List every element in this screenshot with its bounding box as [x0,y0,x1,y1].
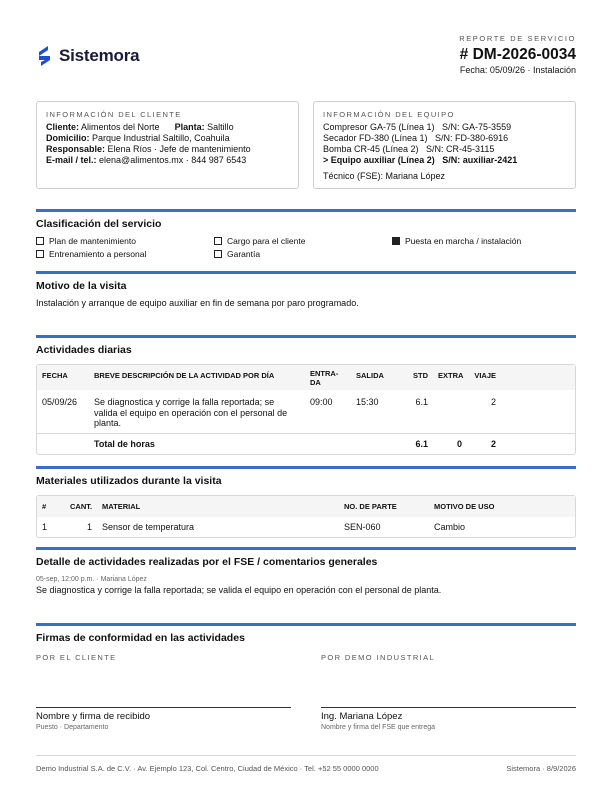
col-quantity: CANT. [70,502,93,511]
option-startup-installation[interactable] [392,236,521,246]
total-label: Total de horas [94,438,155,449]
report-date: Fecha: 05/09/26 · Instalación [459,65,576,75]
option-label: Plan de mantenimiento [49,236,136,246]
col-viaje: VIAJE [474,371,496,380]
table-header [37,496,575,517]
cell-material: Sensor de temperatura [102,522,195,532]
activities-title: Actividades diarias [36,344,132,356]
materials-table [36,495,576,538]
responsible-label: Responsable: [46,144,106,154]
total-std: 6.1 [415,438,428,449]
activities-section [36,335,576,455]
col-entrada: ENTRA- DA [310,369,339,387]
client-value: Alimentos del Norte [81,122,160,132]
total-viaje: 2 [490,438,496,449]
cell-entrada: 09:00 [310,397,333,407]
table-header [37,365,575,390]
footer-brand-date: Sistemora · 8/9/2026 [506,764,576,773]
checkbox-icon[interactable] [214,237,222,245]
equipment-info-box [313,101,576,189]
checkbox-icon[interactable] [36,237,44,245]
equipment-line: Bomba CR-45 (Línea 2) S/N: CR-45-3115 [323,144,495,154]
brand-name: Sistemora [59,46,140,65]
equipment-line: Compresor GA-75 (Línea 1) S/N: GA-75-3559 [323,122,512,132]
details-section [36,547,576,595]
client-info-kicker: INFORMACIÓN DEL CLIENTE [46,110,182,119]
col-reason: MOTIVO DE USO [434,502,495,511]
responsible-line [46,144,289,155]
col-index: # [42,502,47,511]
plant-value: Saltillo [207,122,234,132]
brand-logo [36,44,139,68]
plant-label: Planta: [174,122,205,132]
option-maintenance-plan[interactable] [36,236,136,246]
cell-fecha: 05/09/26 [42,397,78,407]
cell-viaje: 2 [490,397,496,407]
equipment-line: Secador FD-380 (Línea 1) S/N: FD-380-6916 [323,133,509,143]
materials-section [36,466,576,538]
cell-std: 6.1 [415,397,428,407]
checkbox-icon[interactable] [36,250,44,258]
client-signature-kicker: POR EL CLIENTE [36,653,117,662]
email-line [46,155,289,166]
col-std: STD [413,371,428,380]
classification-title: Clasificación del servicio [36,218,162,230]
provider-signature-line [321,707,576,708]
report-number: # DM-2026-0034 [459,46,576,63]
client-info-box [36,101,299,189]
client-signature-line [36,707,291,708]
address-label: Domicilio: [46,133,90,143]
email-value: elena@alimentos.mx · 844 987 6543 [99,155,247,165]
activities-table [36,364,576,455]
total-row [37,433,575,454]
client-label: Cliente: [46,122,80,132]
col-material: MATERIAL [102,502,141,511]
equipment-info-kicker: INFORMACIÓN DEL EQUIPO [323,110,455,119]
option-warranty[interactable] [214,249,260,259]
option-label: Cargo para el cliente [227,236,306,246]
cell-index: 1 [42,522,48,532]
checkbox-checked-icon[interactable] [392,237,400,245]
report-kicker: REPORTE DE SERVICIO [459,34,576,43]
client-signature-name: Nombre y firma de recibido [36,711,151,722]
cell-description: Se diagnostica y corrige la falla reportada; se valida el equipo en operación con el personal de planta. [94,397,288,428]
materials-title: Materiales utilizados durante la visita [36,475,222,487]
col-part-number: NO. DE PARTE [344,502,397,511]
cell-part-number: SEN-060 [344,522,381,532]
provider-signature-name: Ing. Mariana López [321,711,403,722]
signatures-title: Firmas de conformidad en las actividades [36,632,245,644]
checkbox-icon[interactable] [214,250,222,258]
table-row [37,517,575,537]
option-label: Puesta en marcha / instalación [405,236,522,246]
responsible-value: Elena Ríos · Jefe de mantenimiento [107,144,251,154]
provider-signature-kicker: POR DEMO INDUSTRIAL [321,653,436,662]
cell-quantity: 1 [86,522,92,532]
visit-reason-title: Motivo de la visita [36,280,127,292]
col-description: BREVE DESCRIPCIÓN DE LA ACTIVIDAD POR DÍA [94,371,275,380]
client-signature-subtitle: Puesto · Departamento [36,724,109,731]
details-title: Detalle de actividades realizadas por el FSE / comentarios generales [36,556,378,568]
footer-company: Demo Industrial S.A. de C.V. · Av. Ejemplo 123, Col. Centro, Ciudad de México · Tel. +52 55 0000 0000 [36,764,379,773]
visit-reason-text: Instalación y arranque de equipo auxiliar en fin de semana por paro programado. [36,298,359,308]
signatures-section [36,623,576,644]
option-label: Entrenamiento a personal [49,249,147,259]
report-header [36,34,576,80]
technician-line: Técnico (FSE): Mariana López [323,171,446,181]
cell-salida: 15:30 [356,397,379,407]
visit-reason-section [36,271,576,308]
col-salida: SALIDA [356,371,384,380]
col-fecha: FECHA [42,371,68,380]
table-row [37,390,575,433]
page-footer [36,755,576,773]
option-label: Garantía [227,249,261,259]
address-value: Parque Industrial Saltillo, Coahuila [92,133,230,143]
classification-section [36,209,576,266]
client-line [46,122,289,133]
total-extra: 0 [456,438,462,449]
provider-signature-subtitle: Nombre y firma del FSE que entrega [321,724,435,731]
option-staff-training[interactable] [36,249,146,259]
comment-meta: 05-sep, 12:00 p.m. · Mariana López [36,576,147,583]
col-extra: EXTRA [438,371,464,380]
cell-reason: Cambio [434,522,466,532]
address-line [46,133,289,144]
option-client-charge[interactable] [214,236,305,246]
sistemora-logo-icon [36,44,53,68]
equipment-line-selected: > Equipo auxiliar (Línea 2) S/N: auxiliar-2421 [323,155,518,165]
cell-extra [433,390,467,433]
comment-text: Se diagnostica y corrige la falla reportada; se valida el equipo en operación con el personal de planta. [36,585,442,595]
email-label: E-mail / tel.: [46,155,97,165]
